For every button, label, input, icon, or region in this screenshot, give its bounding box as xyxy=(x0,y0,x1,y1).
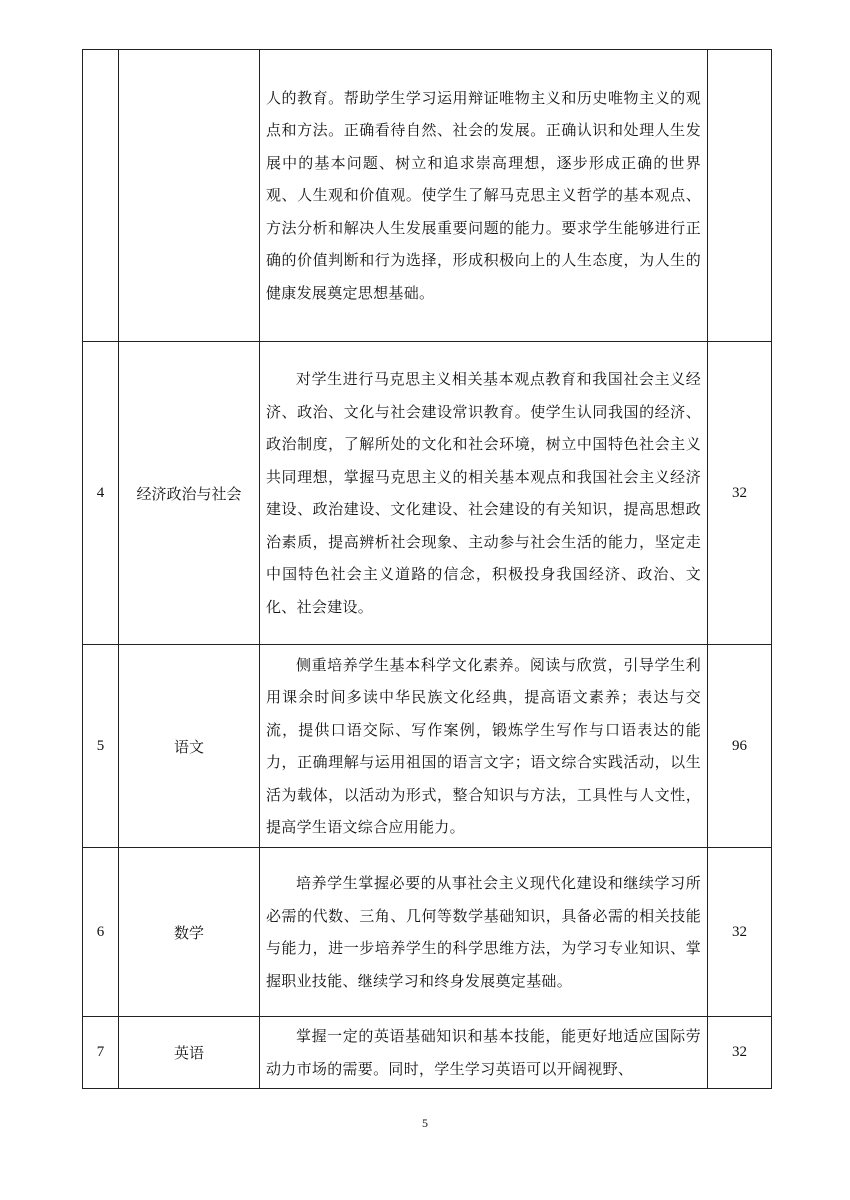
course-name xyxy=(119,50,260,342)
course-description: 侧重培养学生基本科学文化素养。阅读与欣赏，引导学生利用课余时间多读中华民族文化经典，提高语文素养；表达与交流，提供口语交际、写作案例，锻炼学生写作与口语表达的能力，正确理解与运用祖国的语言文字；语文综合实践活动，以生活为载体，以活动为形式，整合知识与方法，工具性与人文性，提高学生语文综合应用能力。 xyxy=(266,655,701,836)
course-number: 4 xyxy=(83,342,119,645)
course-name: 英语 xyxy=(119,1017,260,1089)
course-description-cell xyxy=(260,848,708,1017)
course-hours: 96 xyxy=(708,645,772,848)
course-name: 经济政治与社会 xyxy=(119,342,260,645)
course-number xyxy=(83,50,119,342)
course-number: 6 xyxy=(83,848,119,1017)
curriculum-table xyxy=(82,49,772,1089)
course-description: 掌握一定的英语基础知识和基本技能，能更好地适应国际劳动力市场的需要。同时，学生学习英语可以开阔视野、 xyxy=(266,1027,701,1078)
course-hours: 32 xyxy=(708,342,772,645)
course-hours xyxy=(708,50,772,342)
course-description: 人的教育。帮助学生学习运用辩证唯物主义和历史唯物主义的观点和方法。正确看待自然、社会的发展。正确认识和处理人生发展中的基本问题、树立和追求崇高理想，逐步形成正确的世界观、人生观和价值观。使学生了解马克思主义哲学的基本观点、方法分析和解决人生发展重要问题的能力。要求学生能够进行正确的价值判断和行为选择，形成积极向上的人生态度，为人生的健康发展奠定思想基础。 xyxy=(266,88,701,302)
page-number: 5 xyxy=(422,1116,428,1130)
course-hours: 32 xyxy=(708,848,772,1017)
course-number: 5 xyxy=(83,645,119,848)
course-name: 数学 xyxy=(119,848,260,1017)
course-description-cell xyxy=(260,342,708,645)
course-number: 7 xyxy=(83,1017,119,1089)
table-row xyxy=(83,1017,772,1089)
table-row xyxy=(83,342,772,645)
course-hours: 32 xyxy=(708,1017,772,1089)
course-description: 对学生进行马克思主义相关基本观点教育和我国社会主义经济、政治、文化与社会建设常识教育。使学生认同我国的经济、政治制度，了解所处的文化和社会环境，树立中国特色社会主义共同理想，掌握马克思主义的相关基本观点和我国社会主义经济建设、政治建设、文化建设、社会建设的有关知识，提高思想政治素质，提高辨析社会现象、主动参与社会生活的能力，坚定走中国特色社会主义道路的信念，积极投身我国经济、政治、文化、社会建设。 xyxy=(266,370,701,616)
course-description: 培养学生掌握必要的从事社会主义现代化建设和继续学习所必需的代数、三角、几何等数学基础知识，具备必需的相关技能与能力，进一步培养学生的科学思维方法，为学习专业知识、掌握职业技能、继续学习和终身发展奠定基础。 xyxy=(266,874,701,990)
course-description-cell xyxy=(260,645,708,848)
table-row xyxy=(83,848,772,1017)
course-name: 语文 xyxy=(119,645,260,848)
table-row xyxy=(83,50,772,342)
course-description-cell xyxy=(260,1017,708,1089)
table-row xyxy=(83,645,772,848)
course-description-cell xyxy=(260,50,708,342)
